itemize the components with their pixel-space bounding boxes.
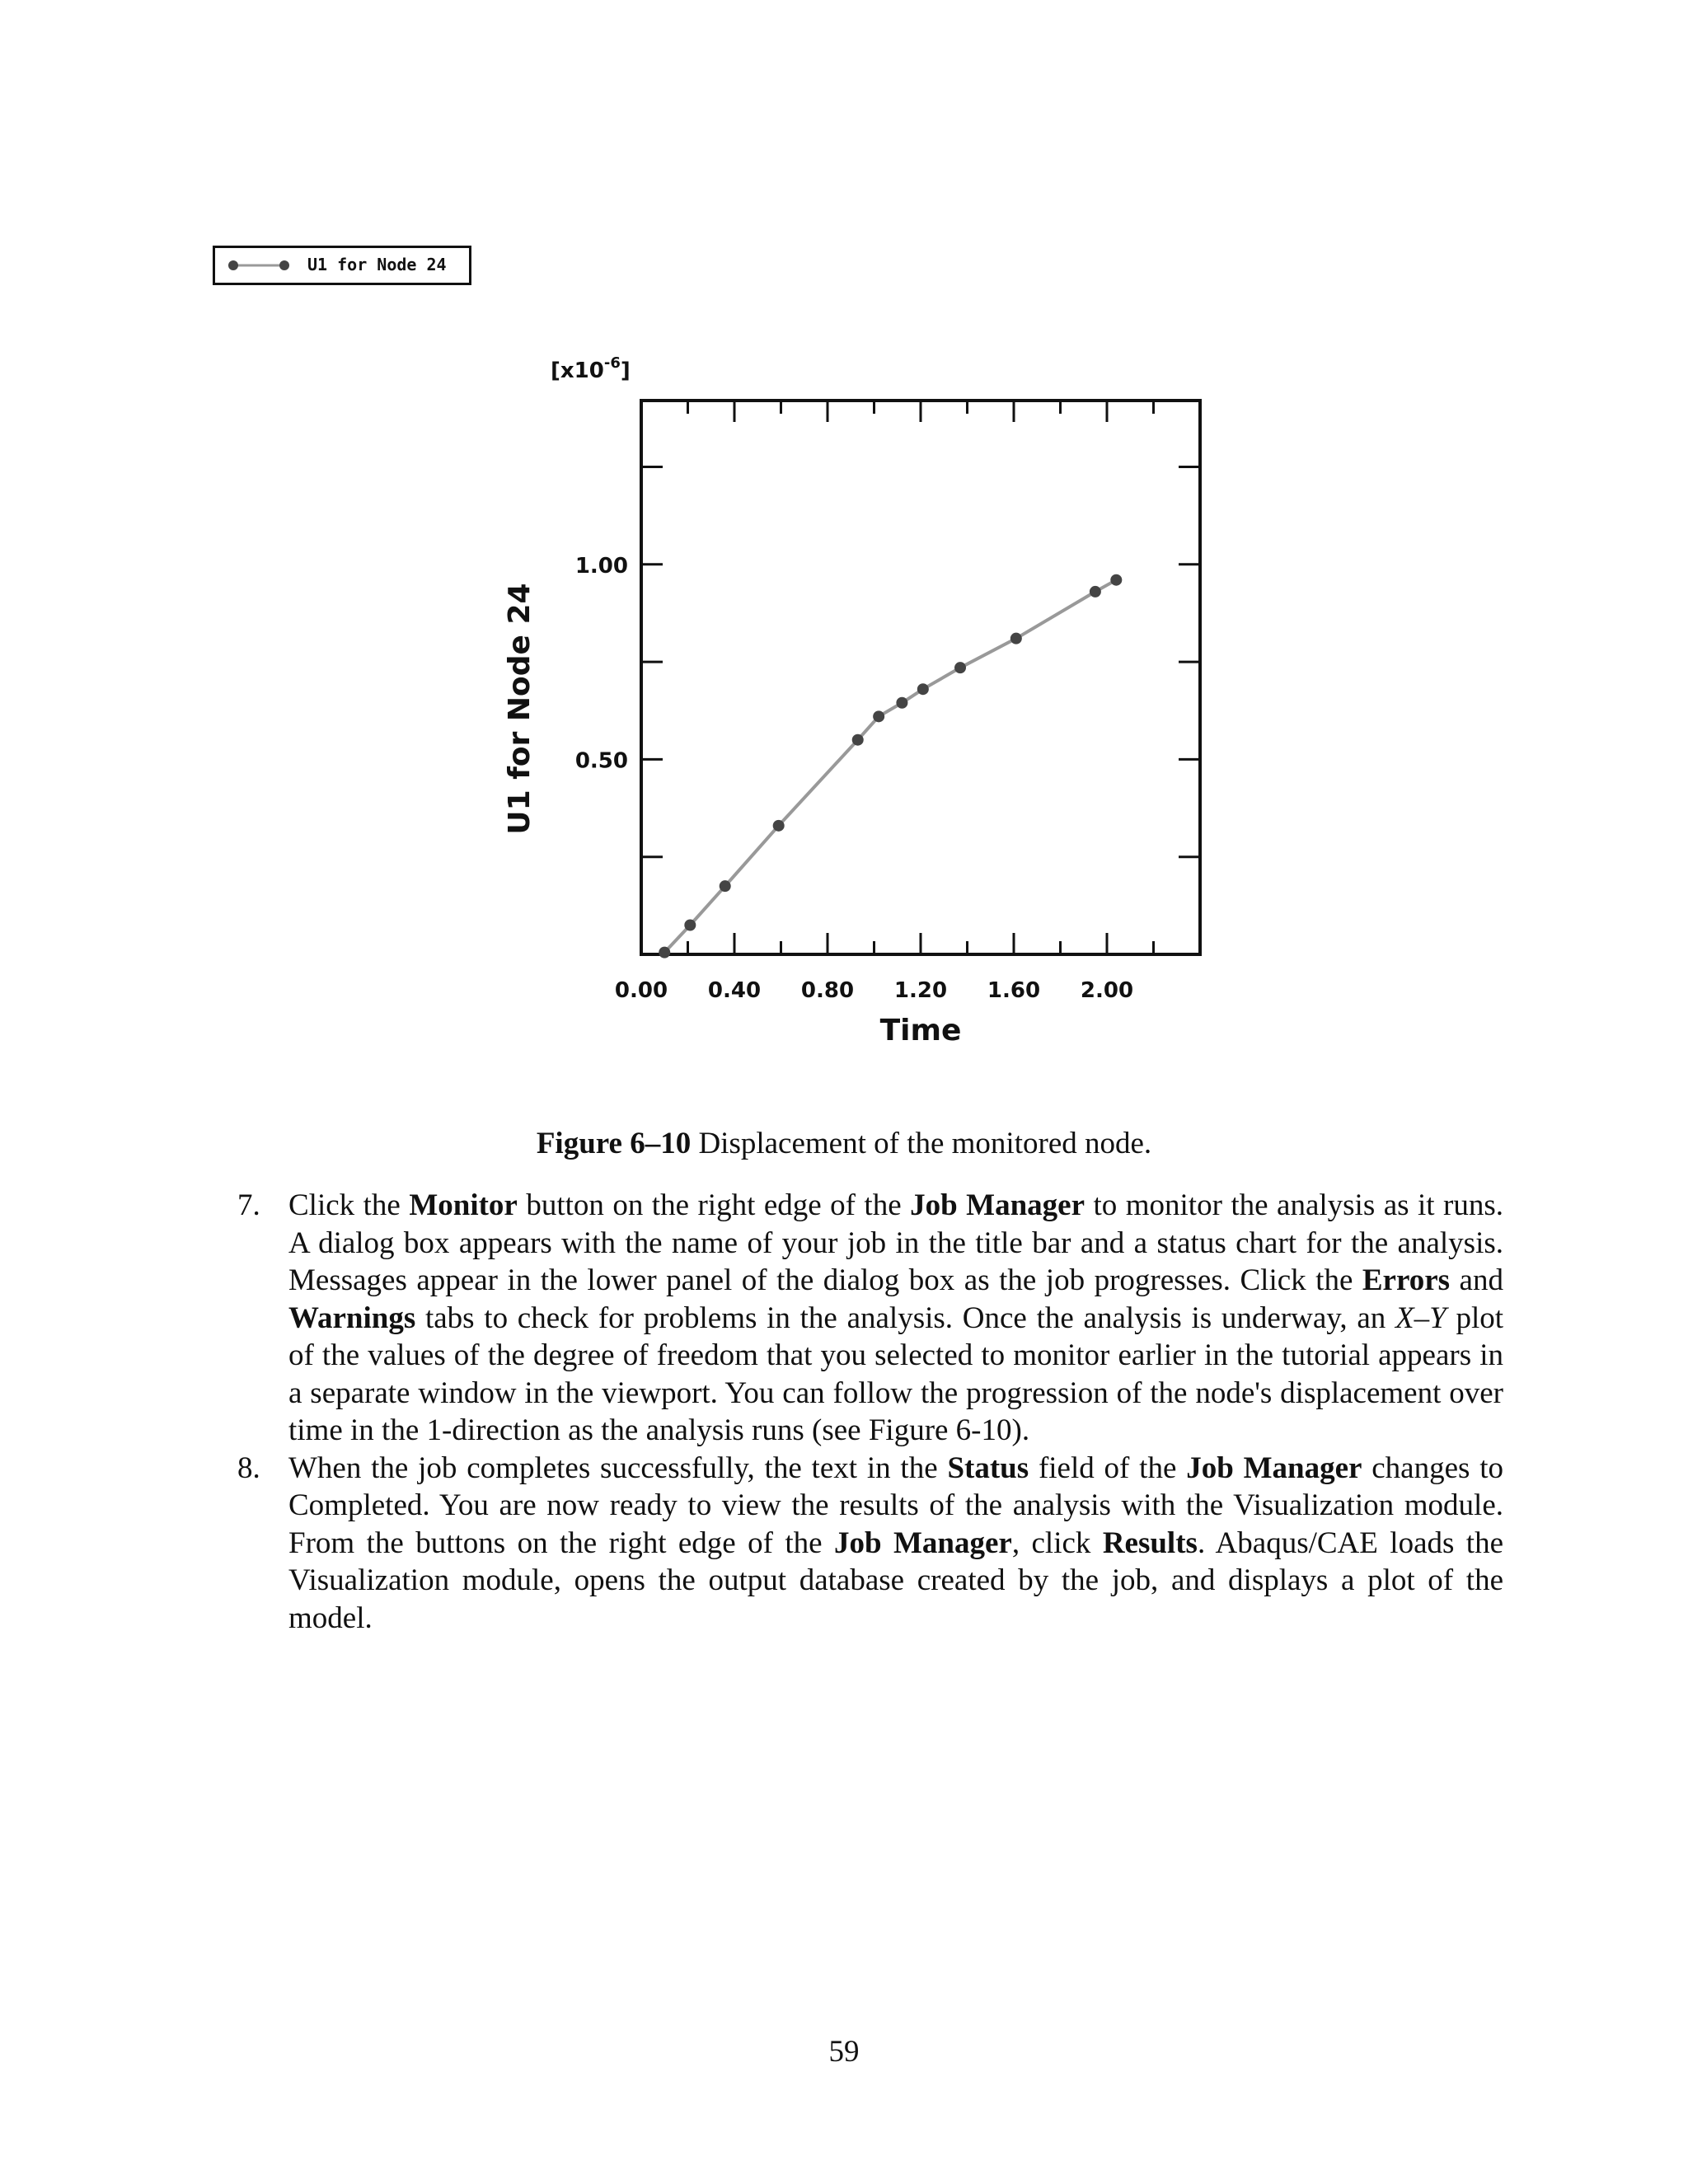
x-axis-title: Time [879, 1014, 962, 1047]
step-item [237, 1450, 1503, 1638]
data-point [917, 683, 929, 695]
step-text: and [1450, 1263, 1503, 1297]
series-line [664, 580, 1116, 953]
data-series [659, 574, 1122, 958]
legend-label: U1 for Node 24 [307, 255, 447, 274]
bold-term: Monitor [409, 1188, 518, 1222]
step-text: tabs to check for problems in the analysis. Once the analysis is underway, an [415, 1301, 1396, 1335]
x-tick-label: 1.60 [987, 978, 1041, 1003]
data-point [684, 920, 696, 931]
step-text: plot of the values of the degree of freedom that you selected to monitor earlier in the tutorial appears in a separate window in the viewport. You can follow the progression of the node's displacement over time in the 1-direction as the analysis runs (see Figure 6-10). [288, 1301, 1503, 1447]
bold-term: Job Manager [833, 1526, 1012, 1560]
data-point [773, 820, 785, 832]
step-number: 8. [237, 1451, 260, 1485]
y-axis-title: U1 for Node 24 [503, 583, 537, 835]
instruction-steps [237, 1187, 1503, 1637]
step-text: button on the right edge of the [517, 1188, 911, 1222]
bold-term: Job Manager [910, 1188, 1085, 1222]
x-tick-label: 0.00 [614, 978, 668, 1003]
data-point [1010, 633, 1022, 644]
data-point [720, 880, 731, 892]
step-text: , click [1011, 1526, 1103, 1560]
axis-labels [503, 354, 1133, 1047]
y-tick-label: 1.00 [574, 553, 628, 579]
y-scale-multiplier: $[x10^{-6}]$ [551, 354, 631, 383]
page-number: 59 [828, 2035, 860, 2069]
data-point [896, 697, 907, 709]
step-text: field of the [1029, 1451, 1187, 1485]
x-tick-label: 0.80 [800, 978, 855, 1003]
data-point [1110, 574, 1122, 586]
bold-term: Results [1102, 1526, 1198, 1560]
data-point [659, 947, 670, 958]
plot-frame [641, 401, 1200, 954]
x-tick-label: 0.40 [707, 978, 762, 1003]
data-point [873, 710, 884, 722]
caption-number: Figure 6–10 [536, 1127, 692, 1160]
x-tick-label: 2.00 [1080, 978, 1134, 1003]
plot-area [641, 401, 1200, 954]
bold-term: Job Manager [1186, 1451, 1362, 1485]
bold-term: Errors [1362, 1263, 1451, 1297]
italic-term: X–Y [1395, 1301, 1447, 1335]
step-number: 7. [237, 1188, 260, 1222]
figure-caption [0, 1126, 1688, 1161]
step-text: Click the [288, 1188, 410, 1222]
data-point [954, 662, 966, 673]
step-text: changes to Completed. You are now ready to view the results of the analysis with the Visualization module. From the buttons on the right edge of the [288, 1451, 1503, 1560]
data-point [852, 734, 864, 746]
data-point [1090, 586, 1101, 598]
bold-term: Warnings [288, 1301, 416, 1335]
step-text: When the job completes successfully, the text in the [288, 1451, 948, 1485]
displacement-chart [0, 0, 1688, 1088]
caption-text: Displacement of the monitored node. [691, 1127, 1152, 1160]
bold-term: Status [947, 1451, 1029, 1485]
step-text: . Abaqus/CAE loads the Visualization module, opens the output database created by the job, and displays a plot of the model. [288, 1526, 1503, 1635]
y-tick-label: 0.50 [574, 748, 628, 774]
x-tick-label: 1.20 [893, 978, 948, 1003]
step-text: to monitor the analysis as it runs. A dialog box appears with the name of your job in the title bar and a status chart for the analysis. Messages appear in the lower panel of the dialog box as the job progresses. Click the [288, 1188, 1503, 1297]
step-item [237, 1187, 1503, 1450]
